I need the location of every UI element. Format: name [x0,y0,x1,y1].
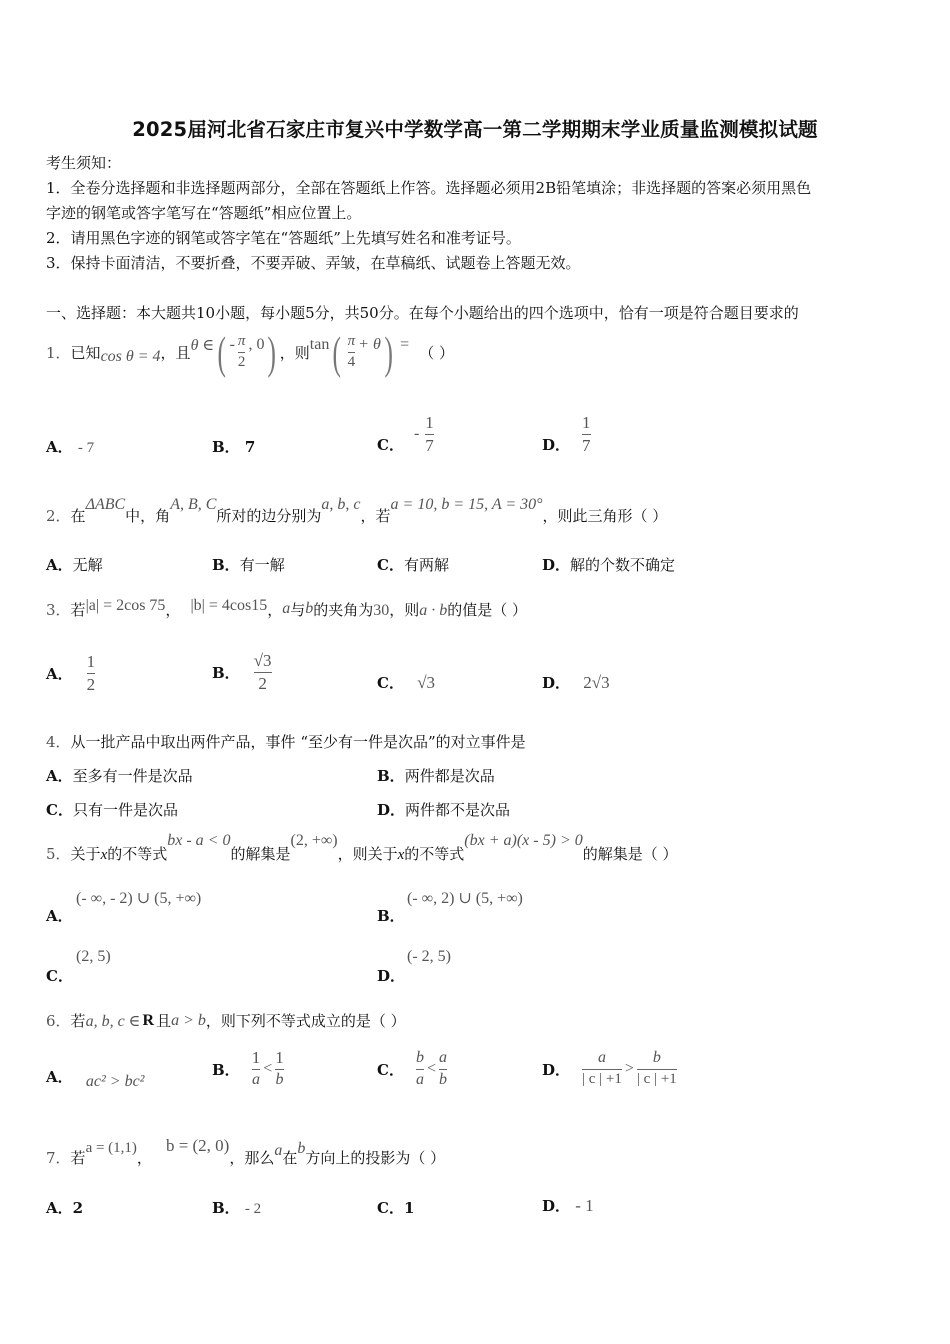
q2-math-sides: a, b, c [321,496,361,513]
q6-c-rn: a [438,1048,447,1066]
q6-c-ld: a [415,1070,424,1088]
q2-math-triangle: ΔABC [85,496,126,513]
q7-vec-b: b [297,1140,306,1157]
q5-text-2: 的不等式 [107,845,168,863]
q3-b-num: √3 [253,650,272,670]
q3-text-3: ， [267,600,283,619]
q5-var-x1: x [100,847,108,863]
q3-b-fraction [254,652,272,693]
q6-d-label: D． [542,1060,571,1079]
q2-d-label: D． [542,556,571,574]
q7-math-a: a = (1,1) [85,1140,137,1156]
q1-minus: - [229,336,235,353]
q3-b-bar [254,672,272,673]
q6-d-lbar [582,1069,622,1070]
q1-option-d [542,410,591,458]
q7-text-1: 若 [70,1149,86,1167]
q3-option-d [542,672,610,693]
q1-option-c [377,410,434,458]
q4-c-value: 只有一件是次品 [72,801,178,819]
q6-option-b [212,1044,284,1094]
q3-text-1: 若 [70,600,86,619]
q5-text-3: 的解集是 [230,845,291,863]
q6-b-lbar [252,1069,261,1070]
q5-text-1: 关于 [70,845,101,863]
q1-d-bar [582,434,591,435]
question-5 [46,832,678,864]
q6-b-right-fraction [275,1049,284,1089]
q5-a-value: (- ∞, - 2) ∪ (5, +∞) [76,890,202,907]
q6-option-c [377,1044,447,1094]
q1-c-bar [425,434,434,435]
q4-b-label: B． [377,767,405,785]
q3-a-bar [87,673,96,674]
q1-frac-bar [238,352,246,353]
q7-a-value: 2 [72,1199,84,1217]
q2-text-2: 中，角 [125,507,171,525]
q3-a-num: 1 [86,651,96,671]
q5-math-ineq1: bx - a < 0 [167,832,231,849]
q2-option-b [212,554,285,575]
q6-d-ln: a [597,1049,606,1067]
notice-line-4: 3．保持卡面清洁，不要折叠，不要弄破、弄皱，在草稿纸、试题卷上答题无效。 [46,254,581,272]
q3-vec-a: a [282,600,291,617]
q3-option-c [377,672,435,693]
q3-angle: 30 [373,602,390,619]
q6-c-ln: b [415,1048,424,1066]
q2-text-1: 在 [70,507,86,525]
q2-math-angles: A, B, C [170,496,217,513]
q1-c-sign: - [413,425,420,442]
q6-math-cond: a > b [171,1011,206,1029]
q7-text-4: 在 [282,1149,298,1167]
q1-number: 1． [46,343,71,362]
q6-d-op: > [624,1060,634,1077]
q1-a-label: A． [46,438,73,456]
question-4 [46,731,526,752]
q1-left-paren: ( [217,326,227,378]
q1-frac-den: 2 [237,353,246,370]
q1-tan-left-paren: ( [332,326,342,378]
q4-d-value: 两件都不是次品 [405,801,511,819]
q1-math-tan: tan [309,336,330,353]
q1-d-label: D． [542,435,571,454]
q6-d-left-fraction [582,1050,622,1088]
q1-c-fraction [425,414,434,455]
question-2 [46,496,667,526]
q5-c-value: (2, 5) [76,948,111,965]
q1-zero: , 0 [248,336,265,353]
q1-c-label: C． [377,435,404,454]
notice-line-1: 1．全卷分选择题和非选择题两部分，全部在答题纸上作答。选择题必须用2B铅笔填涂；非选择题的答案必须用黑色 [46,179,812,197]
q3-b-den: 2 [258,673,267,693]
q5-text-5: 的不等式 [404,845,465,863]
q2-c-value: 有两解 [403,556,449,574]
q1-a-value: - 7 [77,440,95,456]
q1-tan-right-paren: ) [384,326,393,378]
q5-b-value: (- ∞, 2) ∪ (5, +∞) [407,890,523,907]
q2-text-3: 所对的边分别为 [216,507,322,525]
q7-option-b [212,1197,261,1218]
q2-b-value: 有一解 [239,556,285,574]
q3-text-4: 与 [290,600,306,619]
q3-math-b-norm: |b| = 4cos15 [190,597,268,614]
q7-vec-a: a [274,1142,283,1159]
q6-d-rd: | c | +1 [636,1071,677,1088]
q7-c-label: C． [377,1199,404,1217]
q5-b-label: B． [377,907,405,925]
q2-a-value: 无解 [72,556,103,574]
q5-a-label: A． [46,907,73,925]
q7-text-2: ， [136,1149,152,1167]
q6-c-rd: b [438,1070,447,1088]
q6-math-set: a, b, c ∈ [85,1012,141,1030]
q6-c-op: < [426,1060,436,1077]
q6-b-ld: a [251,1071,260,1089]
q6-text-1: 若 [70,1012,86,1030]
q7-option-a [46,1197,83,1218]
q6-d-rn: b [652,1049,661,1067]
q3-b-label: B． [212,663,240,682]
q7-b-value: - 2 [244,1201,262,1217]
q2-option-a [46,554,103,575]
q6-b-left-fraction [252,1049,261,1089]
q4-option-b [377,765,495,786]
q6-c-rbar [439,1069,447,1070]
q3-text-6: ，则 [389,600,420,619]
q2-math-values: a = 10, b = 15, A = 30° [390,496,543,513]
q4-d-label: D． [377,801,406,819]
q3-a-label: A． [46,664,73,683]
q2-text-4: ，若 [360,507,391,525]
q5-var-x2: x [397,847,405,863]
q5-text-6: 的解集是（ ） [582,845,678,863]
q4-text: 从一批产品中取出两件产品，事件 “至少有一件是次品”的对立事件是 [70,733,526,751]
q7-option-d [542,1195,594,1216]
q6-d-rbar [637,1069,677,1070]
q5-c-label: C． [46,967,73,985]
q1-frac2-bar [348,352,356,353]
q2-d-value: 解的个数不确定 [570,556,676,574]
q6-b-rbar [275,1069,284,1070]
q5-d-value: (- 2, 5) [407,948,451,965]
page-title: 2025届河北省石家庄市复兴中学数学高一第二学期期末学业质量监测模拟试题 [132,118,818,141]
q6-b-rd: b [275,1071,284,1089]
q1-frac2-den: 4 [347,353,356,370]
q1-math-cos: cos θ = 4 [100,348,161,365]
q6-option-d [542,1044,677,1094]
q1-d-fraction [582,414,591,455]
q3-option-b [212,646,272,698]
q1-fraction-pi-2 [238,334,246,371]
q7-d-value: - 1 [575,1196,594,1215]
q6-math-real: R [142,1011,155,1029]
q6-d-right-fraction [637,1050,677,1088]
q2-c-label: C． [377,556,404,574]
q1-text-1: 已知 [70,343,101,362]
q2-number: 2． [46,507,71,525]
q6-a-label: A． [46,1068,73,1086]
q1-option-b [212,436,255,457]
q4-number: 4． [46,733,71,751]
q6-d-ld: | c | +1 [582,1071,622,1088]
q3-a-fraction [87,653,96,694]
q6-option-a [46,1066,145,1090]
q3-math-a-norm: |a| = 2cos 75 [85,597,166,614]
q6-text-3: ，则下列不等式成立的是（ ） [205,1012,406,1030]
q4-a-label: A． [46,767,73,785]
q2-option-c [377,554,449,575]
q6-text-2: 且 [156,1012,172,1030]
q3-text-2: ， [165,600,181,619]
q5-math-interval: (2, +∞) [290,832,338,849]
q3-vec-b: b [305,600,314,617]
q7-option-c [377,1197,414,1218]
question-6 [46,1010,406,1031]
q1-fraction-pi-4 [348,334,356,371]
q7-c-value: 1 [403,1199,415,1217]
q6-number: 6． [46,1012,71,1030]
q2-a-label: A． [46,556,73,574]
q6-b-op: < [263,1060,273,1077]
q3-text-5: 的夹角为 [313,600,374,619]
q6-c-left-fraction [416,1050,424,1089]
q5-text-4: ，则关于 [337,845,398,863]
q2-b-label: B． [212,556,240,574]
q6-c-right-fraction [439,1050,447,1089]
q6-b-rn: 1 [275,1048,284,1068]
q1-right-paren: ) [267,326,277,378]
notice-line-2: 字迹的钢笔或答字笔写在“答题纸”相应位置上。 [46,204,362,222]
q1-plus-theta: + θ [358,336,381,353]
q1-blank: （ ） [419,343,454,362]
q1-b-label: B． [212,438,240,456]
q7-b-label: B． [212,1199,240,1217]
q7-text-3: ，那么 [229,1149,275,1167]
q7-number: 7． [46,1149,71,1167]
q1-text-2: ，且 [160,343,191,362]
q3-c-value: √3 [417,673,436,692]
q1-equals: = [400,336,410,353]
q2-option-d [542,554,675,575]
q1-frac2-num: π [347,332,356,349]
q6-b-ln: 1 [251,1048,261,1068]
question-3 [46,594,527,624]
q1-b-value: 7 [244,438,256,456]
section-header: 一、选择题：本大题共10小题，每小题5分，共50分。在每个小题给出的四个选项中，恰有一项是符合题目要求的 [46,304,799,322]
q5-number: 5． [46,845,71,863]
q3-text-7: 的值是（ ） [447,600,528,619]
q1-d-den: 7 [582,435,591,455]
question-1 [46,326,454,378]
q7-math-b: b = (2, 0) [165,1136,230,1155]
q3-number: 3． [46,600,71,619]
q3-d-label: D． [542,674,571,692]
q1-text-3: ，则 [279,343,310,362]
q4-a-value: 至多有一件是次品 [72,767,193,785]
q6-b-label: B． [212,1060,240,1079]
q3-a-den: 2 [86,674,96,694]
q5-math-ineq2: (bx + a)(x - 5) > 0 [464,832,583,849]
q1-c-num: 1 [425,412,434,432]
q4-b-value: 两件都是次品 [404,767,495,785]
q7-d-label: D． [542,1197,571,1215]
notice-heading: 考生须知： [46,154,122,172]
q4-option-d [377,799,510,820]
question-7 [46,1136,445,1168]
q1-option-a [46,436,94,457]
q3-c-label: C． [377,674,404,692]
q7-text-5: 方向上的投影为（ ） [305,1149,446,1167]
q6-c-label: C． [377,1060,404,1079]
q6-a-value: ac² > bc² [85,1073,145,1090]
q4-c-label: C． [46,801,73,819]
q1-d-num: 1 [582,412,591,432]
q4-option-c [46,799,178,820]
q1-math-theta-in: θ ∈ [190,337,215,354]
q7-a-label: A． [46,1199,73,1217]
q2-text-5: ，则此三角形（ ） [542,507,668,525]
q6-c-lbar [416,1069,424,1070]
q5-d-label: D． [377,967,406,985]
q1-frac-num: π [237,332,246,349]
q3-dot: a · b [419,602,448,619]
q4-option-a [46,765,193,786]
q3-option-a [46,648,95,698]
notice-line-3: 2．请用黑色字迹的钢笔或答字笔在“答题纸”上先填写姓名和准考证号。 [46,229,521,247]
q1-c-den: 7 [425,435,434,455]
q3-d-value: 2√3 [583,673,610,692]
